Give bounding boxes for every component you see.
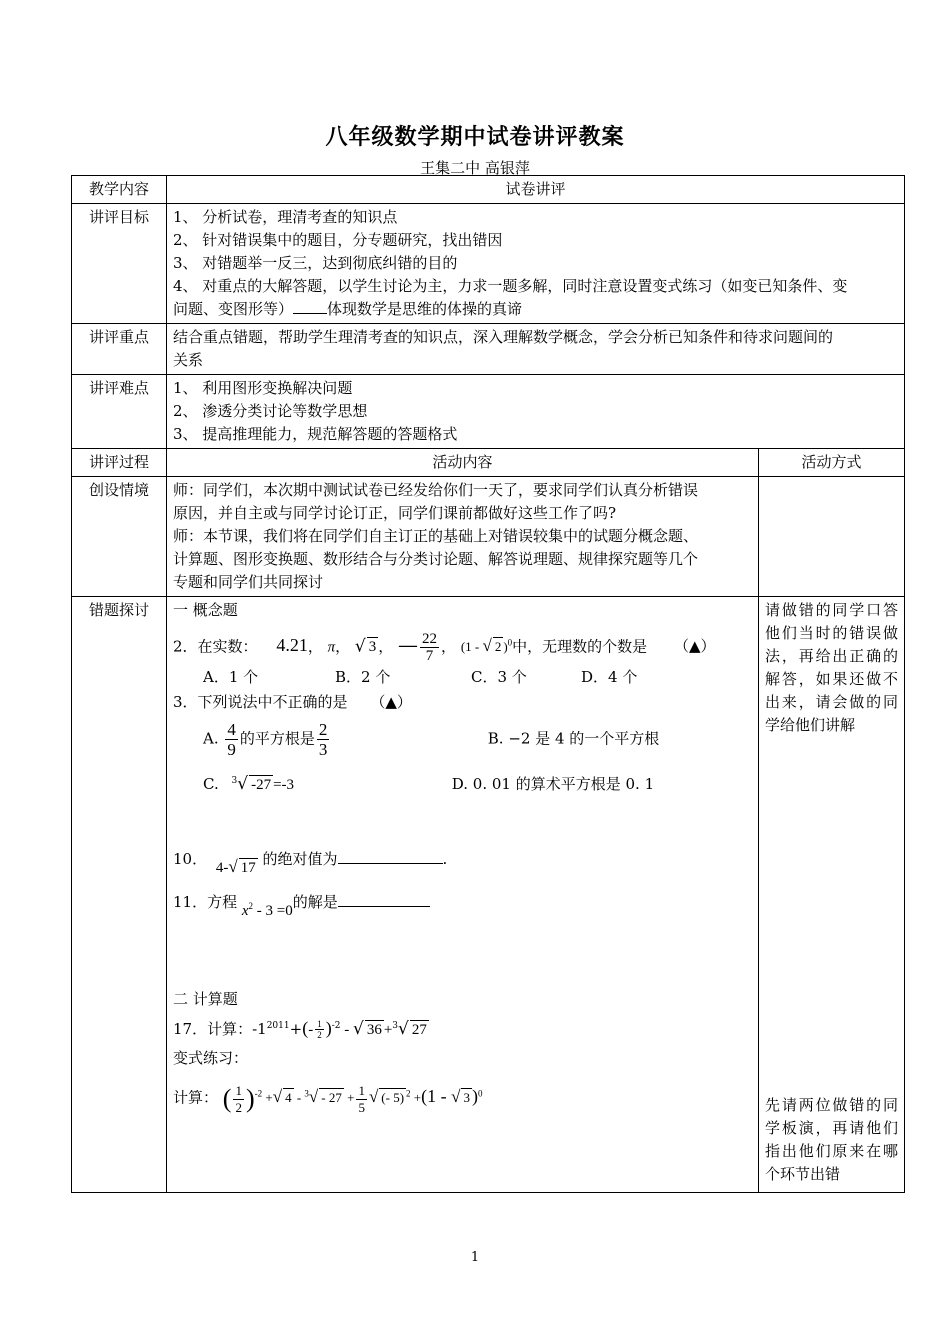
question-3: [173, 690, 752, 714]
section-heading: 二 计算题: [173, 989, 238, 1008]
document-title: 八年级数学期中试卷讲评教案: [325, 124, 625, 150]
question-10: 10． 4-√ 17 的绝对值为 .: [173, 849, 448, 876]
method-text-2: 先请两位做错的同学板演，再请他们指出他们原来在哪个环节出错: [765, 1096, 899, 1183]
label-difficulties: 讲评难点: [72, 375, 167, 449]
difficulty-item: 2、 渗透分类讨论等数学思想: [173, 402, 368, 420]
answer-mark: （▲）: [673, 637, 716, 656]
row-teaching-content: [72, 176, 905, 204]
option-d: D．4 个: [581, 667, 638, 686]
row-key-points: [72, 324, 905, 375]
q2-sqrt3: 3: [368, 639, 377, 656]
goal-item: 1、 分析试卷，理清考查的知识点: [173, 208, 398, 226]
label-key-points: 讲评重点: [72, 324, 167, 375]
answer-mark: （▲）: [370, 692, 412, 711]
q10-expression: 4-√ 17: [215, 856, 256, 876]
q2-number: 4.21: [276, 635, 308, 656]
q3-option-b: B. −2 是 4 的一个平方根: [487, 729, 660, 748]
difficulty-item: 3、 提高推理能力，规范解答题的答题格式: [173, 425, 458, 443]
q2-expression: (1 - √ 2 )$^0$: [460, 636, 513, 656]
goal-item: 3、 对错题举一反三，达到彻底纠错的目的: [173, 254, 458, 272]
q3-option-a: A. $\frac{4}{9}$ 的平方根是 $\frac{2}{3}$: [203, 719, 328, 759]
row-process-header: [72, 449, 905, 477]
goal-item-cont: 问题、变图形等） 体现数学是思维的体操的真谛: [173, 300, 523, 318]
row-goals: [72, 204, 905, 324]
variant-expression: ( $\frac{1}{2}$ )$^{-2}$ +√ 4 - $^3$√ - 27 + $\frac{1}{5}$ √ (- 5) $^2$ +(1 - √ 3 )$^0$: [222, 1082, 483, 1115]
q3-row-cd: [173, 770, 752, 808]
q2-pi: π: [327, 639, 336, 656]
goal-item: 4、 对重点的大解答题，以学生讨论为主，力求一题多解，同时注意设置变式练习（如变已知条件、变: [173, 277, 848, 295]
value-teaching-content: 试卷讲评: [167, 176, 905, 204]
q11-equation: $x^2 - 3 =0$: [241, 900, 293, 919]
row-error-discussion: [72, 597, 905, 1193]
q2-suffix: 中，无理数的个数是: [512, 637, 648, 656]
error-method-cell: [759, 597, 905, 1193]
q3-stem: 3．下列说法中不正确的是: [173, 692, 348, 711]
scenario-line: 专题和同学们共同探讨: [173, 573, 324, 591]
q3-row-ab: [173, 720, 752, 766]
variant-calculation: 计算： ( $\frac{1}{2}$ )$^{-2}$ +√ 4 - $^3$√ - 27 + $\frac{1}{5}$ √ (- 5) $^2$ +(1 - √ 3 )$^0$: [173, 1082, 483, 1115]
header-activity-method: 活动方式: [759, 449, 905, 477]
answer-blank[interactable]: [338, 849, 443, 864]
label-error-discussion: 错题探讨: [72, 597, 167, 1193]
q3-option-d: D. 0. 01 的算术平方根是 0. 1: [451, 774, 655, 793]
q2-prefix: 2．在实数：: [173, 637, 258, 656]
answer-blank[interactable]: [338, 892, 430, 907]
difficulties-cell: [167, 375, 905, 449]
sqrt-symbol: √: [354, 636, 366, 657]
goals-cell: [167, 204, 905, 324]
difficulty-item: 1、 利用图形变换解决问题: [173, 379, 353, 397]
header-activity-content: 活动内容: [167, 449, 759, 477]
option-a: A．1 个: [203, 667, 259, 686]
q2-fraction: $\frac{22}{7}$: [422, 630, 438, 664]
label-teaching-content: 教学内容: [72, 176, 167, 204]
scenario-cell: [167, 477, 759, 597]
scenario-line: 师：本节课，我们将在同学们自主订正的基础上对错误较集中的试题分概念题、: [173, 527, 699, 545]
key-points-cell: [167, 324, 905, 375]
q2-options: [173, 664, 752, 690]
method-text-1: 请做错的同学口答他们当时的错误做法，再给出正确的解答，如果还做不出来，请会做的同学给他们讲解: [765, 601, 899, 734]
blank-line: [293, 299, 327, 314]
scenario-line: 原因，并自主或与同学讨论订正，同学们课前都做好这些工作了吗?: [173, 504, 617, 522]
variant-label: 变式练习：: [173, 1048, 249, 1067]
q3-option-c: C. $^3$√ -27 =-3: [203, 773, 295, 794]
row-difficulties: [72, 375, 905, 449]
minus-sign: —: [398, 632, 419, 657]
key-points-text: 关系: [173, 351, 204, 369]
scenario-method-cell: [759, 477, 905, 597]
label-scenario: 创设情境: [72, 477, 167, 597]
scenario-line: 师：同学们，本次期中测试试卷已经发给你们一天了，要求同学们认真分析错误: [173, 481, 699, 499]
scenario-line: 计算题、图形变换题、数形结合与分类讨论题、解答说理题、规律探究题等几个: [173, 550, 699, 568]
label-goals: 讲评目标: [72, 204, 167, 324]
question-17: 17．计算：$-1^{2011}+(-$ $\frac{1}{2}$ )$^{-2}$ - √ 36 +$^3$√ 27: [173, 1017, 427, 1041]
option-b: B．2 个: [335, 667, 391, 686]
section-heading: 一 概念题: [173, 601, 238, 619]
error-discussion-cell: [167, 597, 759, 1193]
question-2: 2．在实数： 4.21， π， √ 3 ， — $\frac{22}{7}$ ， (1 - √ 2 )$^0$中，无理数的个数是 （▲）: [173, 630, 716, 664]
row-scenario: [72, 477, 905, 597]
author-line: 王集二中 高银萍: [420, 159, 530, 177]
lesson-table: [71, 175, 905, 1193]
question-11: 11．方程 $x^2 - 3 =0$的解是: [173, 883, 752, 918]
label-process: 讲评过程: [72, 449, 167, 477]
page-number: 1: [470, 1250, 480, 1265]
key-points-text: 结合重点错题，帮助学生理清考查的知识点，深入理解数学概念，学会分析已知条件和待求问题间的: [173, 328, 834, 346]
option-c: C．3 个: [471, 667, 527, 686]
goal-item: 2、 针对错误集中的题目，分专题研究，找出错因: [173, 231, 503, 249]
